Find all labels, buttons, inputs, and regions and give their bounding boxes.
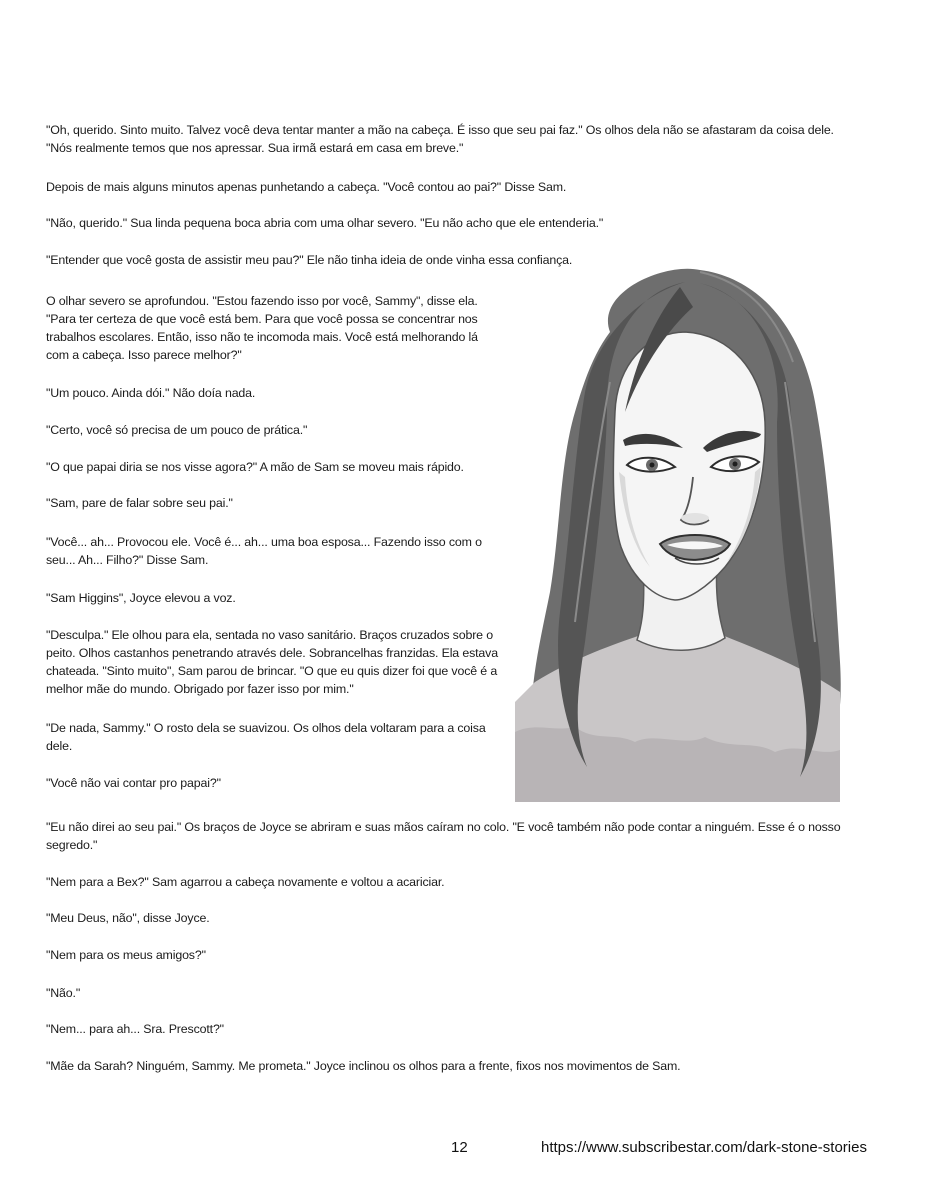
paragraph: "Mãe da Sarah? Ninguém, Sammy. Me prometa." Joyce inclinou os olhos para a frente, fixos nos movimentos de Sam. (46, 1059, 681, 1073)
paragraph: "Certo, você só precisa de um pouco de prática." (46, 423, 308, 437)
paragraph: "O que papai diria se nos visse agora?" A mão de Sam se moveu mais rápido. (46, 460, 464, 474)
paragraph: "Desculpa." Ele olhou para ela, sentada no vaso sanitário. Braços cruzados sobre o peito. Olhos castanhos penetrando através dele. Sobrancelhas franzidas. Ela estava chateada. "Sinto muito", Sam parou de brincar. "O que eu quis dizer foi que você é a melhor mãe do mundo. Obrigado por fazer isso por mim." (46, 628, 498, 696)
paragraph: "Não." (46, 986, 81, 1000)
paragraph: O olhar severo se aprofundou. "Estou fazendo isso por você, Sammy", disse ela. "Para ter certeza de que você está bem. Para que você possa se concentrar nos trabalhos escolares. Então, isso não te incomoda mais. Você está melhorando lá com a cabeça. Isso parece melhor?" (46, 294, 478, 362)
paragraph: "De nada, Sammy." O rosto dela se suavizou. Os olhos dela voltaram para a coisa dele. (46, 721, 486, 753)
paragraph: "Sam Higgins", Joyce elevou a voz. (46, 591, 236, 605)
woman-portrait-illustration (515, 262, 845, 802)
paragraph: "Nem para os meus amigos?" (46, 948, 206, 962)
paragraph: "Não, querido." Sua linda pequena boca abria com uma olhar severo. "Eu não acho que ele entenderia." (46, 216, 604, 230)
page-number: 12 (451, 1139, 468, 1156)
paragraph: "Oh, querido. Sinto muito. Talvez você deva tentar manter a mão na cabeça. É isso que seu pai faz." Os olhos dela não se afastaram da coisa dele. "Nós realmente temos que nos apressar. Sua irmã estará em casa em breve." (46, 123, 834, 155)
paragraph: "Um pouco. Ainda dói." Não doía nada. (46, 386, 256, 400)
paragraph: "Nem... para ah... Sra. Prescott?" (46, 1022, 224, 1036)
paragraph: "Você não vai contar pro papai?" (46, 776, 221, 790)
paragraph: "Eu não direi ao seu pai." Os braços de Joyce se abriram e suas mãos caíram no colo. "E você também não pode contar a ninguém. Esse é o nosso segredo." (46, 820, 841, 852)
paragraph: Depois de mais alguns minutos apenas punhetando a cabeça. "Você contou ao pai?" Disse Sam. (46, 180, 567, 194)
paragraph: "Sam, pare de falar sobre seu pai." (46, 496, 233, 510)
paragraph: "Entender que você gosta de assistir meu pau?" Ele não tinha ideia de onde vinha essa confiança. (46, 253, 573, 267)
paragraph: "Você... ah... Provocou ele. Você é... ah... uma boa esposa... Fazendo isso com o seu... Ah... Filho?" Disse Sam. (46, 535, 482, 567)
paragraph: "Nem para a Bex?" Sam agarrou a cabeça novamente e voltou a acariciar. (46, 875, 445, 889)
paragraph: "Meu Deus, não", disse Joyce. (46, 911, 210, 925)
footer-url: https://www.subscribestar.com/dark-stone-stories (541, 1139, 867, 1156)
